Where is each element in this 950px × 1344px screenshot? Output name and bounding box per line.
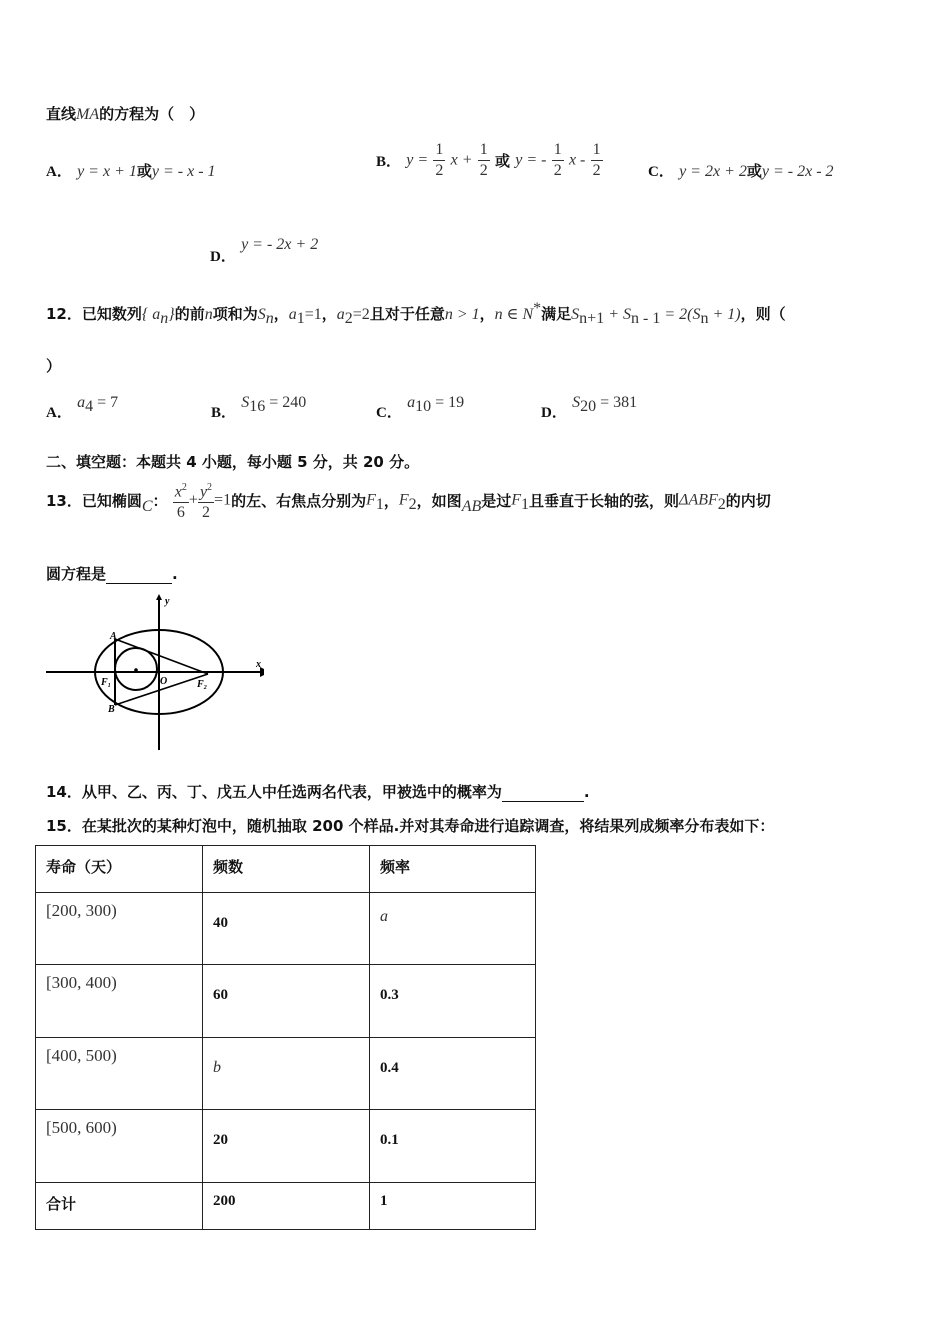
count-cell: 60 <box>203 965 370 1038</box>
total-label: 合计 <box>36 1183 203 1230</box>
label-b: B <box>108 704 115 715</box>
q12-stem: 12．已知数列{ $a_n$}的前n项和为$S_n$，$a_1=1$，$a_2=2$且对于任意n > 1，n ∈ N*满足$S_{n+1} + S_{n - 1} = 2(S_n + 1)$，则（ <box>46 300 786 327</box>
total-count: 200 <box>203 1183 370 1230</box>
q15-stem: 15．在某批次的某种灯泡中，随机抽取 200 个样品.并对其寿命进行追踪调查，将结果列成频率分布表如下： <box>46 817 775 835</box>
freq-cell: a <box>380 908 388 925</box>
label-a: A <box>110 631 117 642</box>
count-cell: 20 <box>203 1110 370 1183</box>
label-f1: F₁ <box>101 677 112 688</box>
total-freq: 1 <box>370 1183 536 1230</box>
q12-close: ） <box>46 357 62 375</box>
table-row <box>36 1110 536 1183</box>
header-frequency: 频率 <box>370 846 536 893</box>
q13-stem: 13．已知椭圆C： $\frac{x^2}{6}$ + $\frac{y^2}{2}$ =1的左、右焦点分别为$F_1$，$F_2$，如图AB是过$F_1$且垂直于长轴的弦，则$\Delta ABF_2$的内切 <box>46 478 771 523</box>
y-axis-arrow <box>156 594 162 600</box>
freq-cell: 0.4 <box>370 1038 536 1110</box>
label-x: x <box>256 659 261 670</box>
table-header-row <box>36 846 536 893</box>
label-y: y <box>165 596 170 607</box>
section-heading: 二、填空题：本题共 4 小题，每小题 5 分，共 20 分。 <box>46 453 420 471</box>
count-cell: b <box>213 1059 221 1076</box>
segment-af2 <box>115 639 208 674</box>
q11-option-d: D． y = - 2x + 2 <box>210 236 319 265</box>
header-count: 频数 <box>203 846 370 893</box>
q14-stem: 14．从甲、乙、丙、丁、戊五人中任选两名代表，甲被选中的概率为 . <box>46 783 590 801</box>
q13-line2: 圆方程是 . <box>46 565 178 583</box>
interval-cell: [300, 400) <box>46 973 117 992</box>
q11-option-c: C． y = 2x + 2或y = - 2x - 2 <box>648 162 834 180</box>
freq-cell: 0.3 <box>370 965 536 1038</box>
label-o: O <box>160 676 168 687</box>
interval-cell: [500, 600) <box>46 1118 117 1137</box>
count-cell: 40 <box>203 893 370 965</box>
q13-answer-blank[interactable] <box>106 565 172 584</box>
table-total-row <box>36 1183 536 1230</box>
table-row <box>36 893 536 965</box>
interval-cell: [200, 300) <box>46 901 117 920</box>
frequency-table <box>35 845 536 1230</box>
label-f2: F₂ <box>197 679 208 690</box>
q14-answer-blank[interactable] <box>502 783 584 802</box>
ellipse-figure <box>44 592 268 754</box>
q12-option-b: B． $S_{16} = 240$ <box>211 394 307 421</box>
freq-cell: 0.1 <box>370 1110 536 1183</box>
incircle-center <box>134 668 138 672</box>
q11-stem: 直线MA的方程为（ ） <box>46 105 205 123</box>
q12-option-a: A． $a_4 = 7$ <box>46 394 119 421</box>
q12-option-c: C． $a_{10} = 19$ <box>376 394 465 421</box>
table-row <box>36 965 536 1038</box>
q12-option-d: D． $S_{20} = 381$ <box>541 394 638 421</box>
q11-option-a: A． y = x + 1或y = - x - 1 <box>46 162 216 180</box>
q11-option-b: B． y = $\frac{1}{2}$ x + $\frac{1}{2}$ 或 y = - $\frac{1}{2}$ x - $\frac{1}{2}$ <box>376 141 601 179</box>
table-row <box>36 1038 536 1110</box>
header-lifespan: 寿命（天） <box>36 846 203 893</box>
interval-cell: [400, 500) <box>46 1046 117 1065</box>
